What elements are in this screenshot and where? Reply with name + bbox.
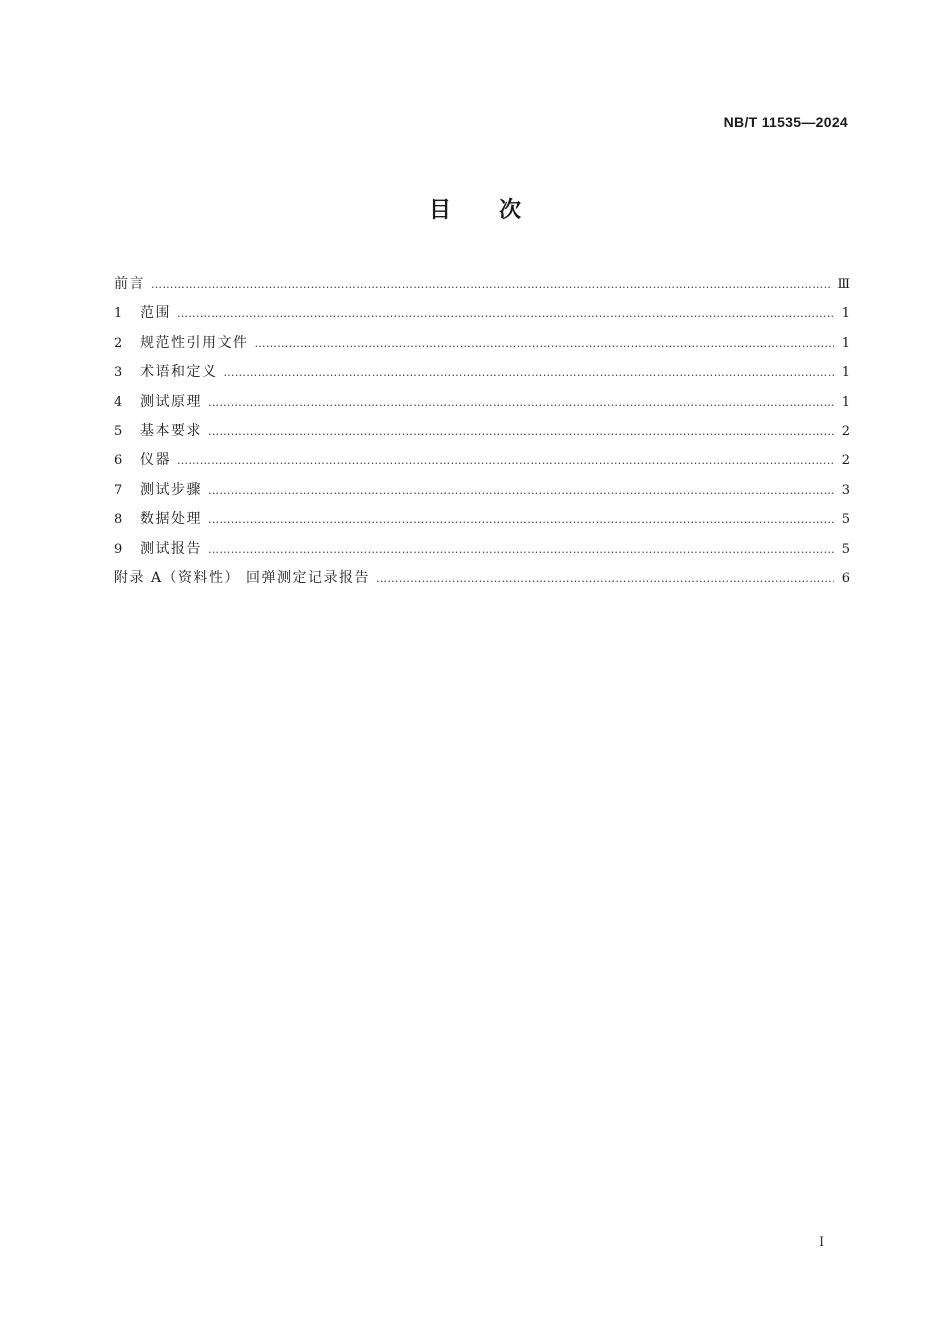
toc-entry-label: 附录 A（资料性） 回弹测定记录报告 [114,569,371,586]
toc-entry-number: 1 [114,306,123,322]
toc-entry-label: 前言 [114,276,145,292]
toc-leader-dots [208,505,834,534]
toc-leader-dots [255,329,835,358]
toc-entry-7[interactable] [114,476,850,505]
toc-entry-label: 测试报告 [140,540,202,557]
toc-entry-appendix-a[interactable] [114,564,850,593]
standard-number: NB/T 11535—2024 [723,114,848,130]
toc-entry-6[interactable] [114,446,850,475]
toc-entry-page: Ⅲ [837,277,850,292]
toc-leader-dots [224,358,835,387]
toc-entry-2[interactable] [114,329,850,358]
toc-entry-page: 6 [841,570,850,586]
toc-leader-dots [208,388,834,417]
toc-entry-1[interactable] [114,299,850,328]
toc-entry-label: 数据处理 [140,511,202,528]
toc-entry-3[interactable] [114,358,850,387]
toc-entry-page: 1 [841,394,850,410]
toc-leader-dots [177,299,834,328]
toc-entry-page: 1 [841,365,850,381]
toc-entry-foreword[interactable] [114,270,850,299]
toc-entry-page: 2 [841,423,850,439]
toc-entry-number: 4 [114,394,123,410]
toc-entry-number: 2 [114,335,123,351]
toc-entry-label: 仪器 [140,452,171,469]
toc-entry-label: 范围 [140,305,171,322]
toc-entry-page: 3 [841,482,850,498]
table-of-contents [114,270,850,593]
toc-leader-dots [151,270,831,299]
page-number: I [819,1235,825,1250]
toc-entry-number: 3 [114,365,123,381]
toc-entry-label: 测试原理 [140,393,202,410]
toc-entry-9[interactable] [114,535,850,564]
toc-leader-dots [177,446,834,475]
toc-entry-number: 8 [114,512,123,528]
toc-entry-5[interactable] [114,417,850,446]
toc-entry-label: 测试步骤 [140,481,202,498]
page-title: 目次 [428,198,569,223]
toc-entry-page: 5 [841,541,850,557]
toc-leader-dots [208,417,834,446]
toc-entry-page: 2 [841,453,850,469]
toc-entry-8[interactable] [114,505,850,534]
toc-entry-number: 7 [114,482,123,498]
toc-entry-number: 5 [114,423,123,439]
toc-entry-page: 1 [841,335,850,351]
toc-entry-label: 基本要求 [140,422,202,439]
toc-entry-label: 术语和定义 [140,364,218,381]
toc-entry-number: 9 [114,541,123,557]
toc-entry-4[interactable] [114,388,850,417]
toc-leader-dots [376,564,834,593]
toc-entry-page: 5 [841,512,850,528]
toc-entry-number: 6 [114,453,123,469]
toc-leader-dots [208,535,834,564]
toc-leader-dots [208,476,834,505]
toc-entry-label: 规范性引用文件 [140,334,249,351]
toc-entry-page: 1 [841,306,850,322]
